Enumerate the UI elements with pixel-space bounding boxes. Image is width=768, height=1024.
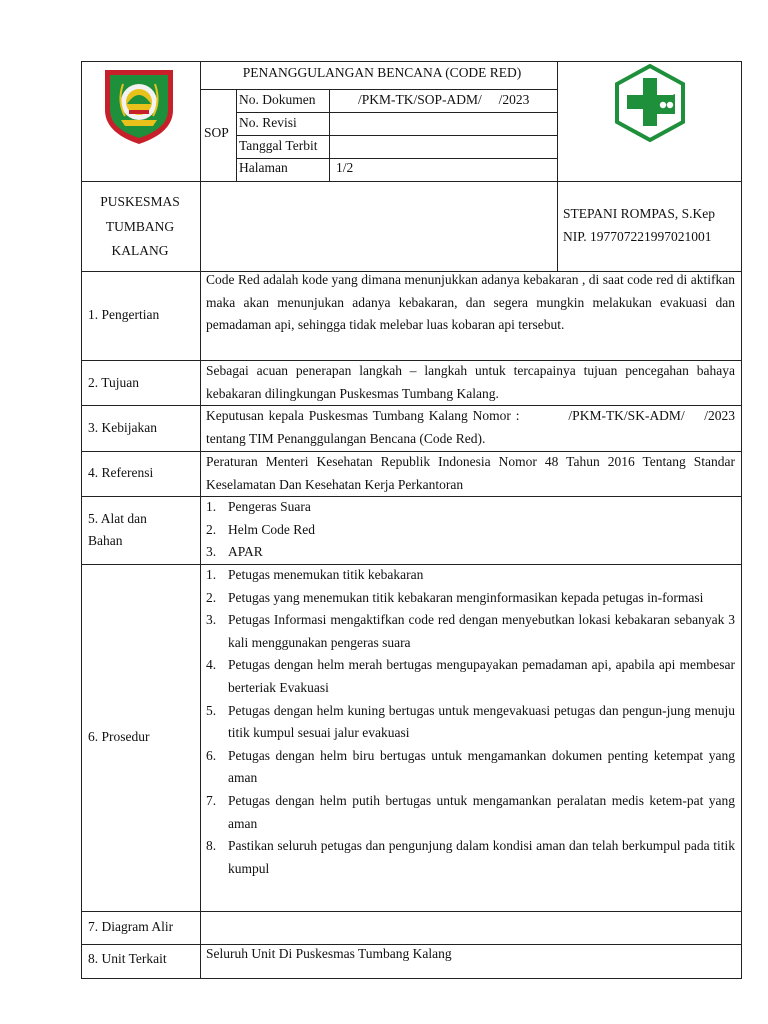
list-item xyxy=(206,609,735,654)
prosedur-list xyxy=(206,564,735,880)
list-item-text: Petugas dengan helm biru bertugas untuk mengamankan dokumen penting ketempat yang aman xyxy=(228,747,735,786)
field-value-halaman: 1/2 xyxy=(336,160,354,175)
section-label-alat-bahan-line2: Bahan xyxy=(88,533,123,548)
list-item-text: Pengeras Suara xyxy=(228,499,311,514)
field-value-no-dokumen: /PKM-TK/SOP-ADM/ /2023 xyxy=(358,92,530,107)
section-label-prosedur: 6. Prosedur xyxy=(88,729,150,744)
list-item xyxy=(206,745,735,790)
organization-name: PUSKESMAS TUMBANG KALANG xyxy=(100,194,180,258)
section-label-diagram-alir: 7. Diagram Alir xyxy=(88,919,174,934)
section-text-referensi: Peraturan Menteri Kesehatan Republik Indonesia Nomor 48 Tahun 2016 Tentang Standar Keselamatan Dan Kesehatan Kerja Perkantoran xyxy=(206,454,735,492)
signer-nip: NIP. 197707221997021001 xyxy=(563,229,712,244)
list-item-number: 6. xyxy=(206,747,217,763)
list-item-text: Petugas dengan helm kuning bertugas untuk mengevakuasi petugas dan pengun-jung menuju titik kumpul sesuai jalur evakuasi xyxy=(228,702,735,741)
section-label-tujuan: 2. Tujuan xyxy=(88,375,140,390)
list-item-number: 1. xyxy=(206,499,217,514)
regional-coat-of-arms-logo xyxy=(99,66,179,146)
list-item-number: 2. xyxy=(206,589,217,605)
list-item-number: 8. xyxy=(206,838,217,854)
section-label-unit-terkait: 8. Unit Terkait xyxy=(88,951,167,966)
list-item-text: Petugas menemukan titik kebakaran xyxy=(228,567,424,582)
list-item-number: 5. xyxy=(206,702,217,718)
section-label-alat-bahan-line1: 5. Alat dan xyxy=(88,511,147,526)
sop-label: SOP xyxy=(204,125,229,140)
section-label-kebijakan: 3. Kebijakan xyxy=(88,420,157,435)
field-label-no-revisi: No. Revisi xyxy=(239,115,297,130)
section-label-referensi: 4. Referensi xyxy=(88,465,154,480)
list-item-text: Petugas dengan helm merah bertugas mengupayakan pemadaman api, apabila api membesar berteriak Evakuasi xyxy=(228,657,735,695)
field-label-no-dokumen: No. Dokumen xyxy=(239,92,316,107)
list-item xyxy=(206,700,735,745)
list-item-number: 2. xyxy=(206,521,217,537)
list-item xyxy=(206,587,735,610)
list-item xyxy=(206,496,735,519)
list-item-number: 4. xyxy=(206,657,217,673)
list-item-text: Petugas dengan helm putih bertugas untuk mengamankan peralatan medis ketem-pat yang aman xyxy=(228,792,735,831)
list-item-number: 7. xyxy=(206,792,217,808)
list-item-text: Petugas yang menemukan titik kebakaran menginformasikan kepada petugas in-formasi xyxy=(228,589,704,605)
list-item xyxy=(206,541,735,564)
list-item xyxy=(206,519,735,542)
list-item xyxy=(206,790,735,835)
section-text-tujuan: Sebagai acuan penerapan langkah – langkah untuk tercapainya tujuan pencegahan bahaya kebakaran dilingkungan Puskesmas Tumbang Kalang. xyxy=(206,363,735,401)
list-item xyxy=(206,564,735,587)
alat-bahan-list xyxy=(206,496,735,564)
list-item-number: 3. xyxy=(206,544,217,560)
list-item-number: 1. xyxy=(206,567,217,582)
list-item-text: Petugas Informasi mengaktifkan code red dengan menyebutkan lokasi kebakaran sebanyak 3 kali menggunakan pengeras suara xyxy=(228,612,735,650)
section-text-kebijakan: Keputusan kepala Puskesmas Tumbang Kalang Nomor : /PKM-TK/SK-ADM/ /2023 tentang TIM Penanggulangan Bencana (Code Red). xyxy=(206,408,739,446)
puskesmas-logo xyxy=(611,64,689,142)
signer-name: STEPANI ROMPAS, S.Kep xyxy=(563,206,716,221)
field-label-halaman: Halaman xyxy=(239,160,288,175)
list-item-number: 3. xyxy=(206,612,217,628)
list-item-text: APAR xyxy=(228,544,263,560)
document-title: PENANGGULANGAN BENCANA (CODE RED) xyxy=(242,65,522,80)
list-item-text: Pastikan seluruh petugas dan pengunjung dalam kondisi aman dan telah berkumpul pada titik kumpul xyxy=(228,838,735,876)
list-item xyxy=(206,835,735,880)
section-text-unit-terkait: Seluruh Unit Di Puskesmas Tumbang Kalang xyxy=(206,946,452,961)
section-text-pengertian: Code Red adalah kode yang dimana menunjukkan adanya kebakaran , di saat code red di aktifkan maka akan menunjukan adanya kebakaran, dan segera mungkin melakukan evakuasi dan pemadaman api, sehingga tidak melebar luas kobaran api tersebut. xyxy=(206,272,735,333)
section-label-pengertian: 1. Pengertian xyxy=(88,307,160,322)
list-item xyxy=(206,654,735,699)
list-item-text: Helm Code Red xyxy=(228,521,315,537)
field-label-tanggal-terbit: Tanggal Terbit xyxy=(239,138,318,153)
